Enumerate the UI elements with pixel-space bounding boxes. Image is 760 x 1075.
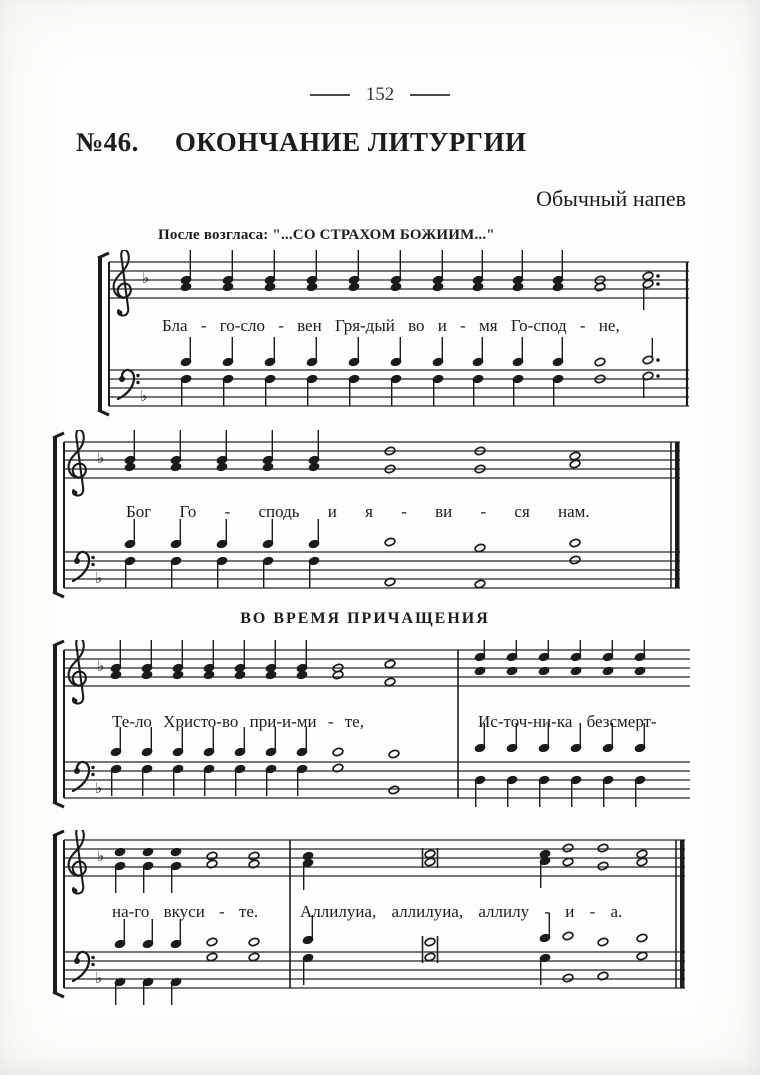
lyrics-line-3-measure-2: Ис-точ-ни-ка безсмерт- (478, 712, 657, 731)
piece-number: №46. (76, 127, 139, 157)
page-number-rule-right (410, 94, 450, 96)
piece-title-line (76, 127, 527, 158)
svg-text:♭: ♭ (97, 847, 105, 865)
page-title: ОКОНЧАНИЕ ЛИТУРГИИ (174, 127, 527, 157)
lyrics-line-1: Бла - го-сло - вен Гря-дый во и - мя Го-спод - не, (162, 316, 620, 335)
svg-text:♭: ♭ (95, 569, 103, 587)
svg-text:♭: ♭ (140, 387, 148, 405)
svg-text:♭: ♭ (97, 657, 105, 675)
section-heading: ВО ВРЕМЯ ПРИЧАЩЕНИЯ (240, 610, 490, 627)
lyrics-line-4-measure-1: на-го вкуси - те. (112, 902, 259, 921)
chant-style-subtitle: Обычный напев (536, 186, 686, 211)
page-number: 152 (365, 84, 395, 105)
lyrics-line-4-measure-2: Аллилуиа, аллилуиа, аллилу - и - а. (300, 902, 623, 921)
lyrics-line-3-measure-1: Те-ло Христо-во при-и-ми - те, (112, 712, 364, 731)
lyrics-line-2: Бог Го - сподь и я - ви - ся нам. (126, 502, 590, 521)
music-system-1 (95, 250, 707, 422)
page-number-rule-left (310, 94, 350, 96)
svg-text:♭: ♭ (142, 269, 150, 287)
svg-text:♭: ♭ (95, 969, 103, 987)
performance-instruction: После возгласа: "...СО СТРАХОМ БОЖИИМ..." (158, 227, 495, 243)
svg-text:♭: ♭ (97, 449, 105, 467)
page-number-row (0, 84, 760, 106)
svg-text:♭: ♭ (95, 779, 103, 797)
